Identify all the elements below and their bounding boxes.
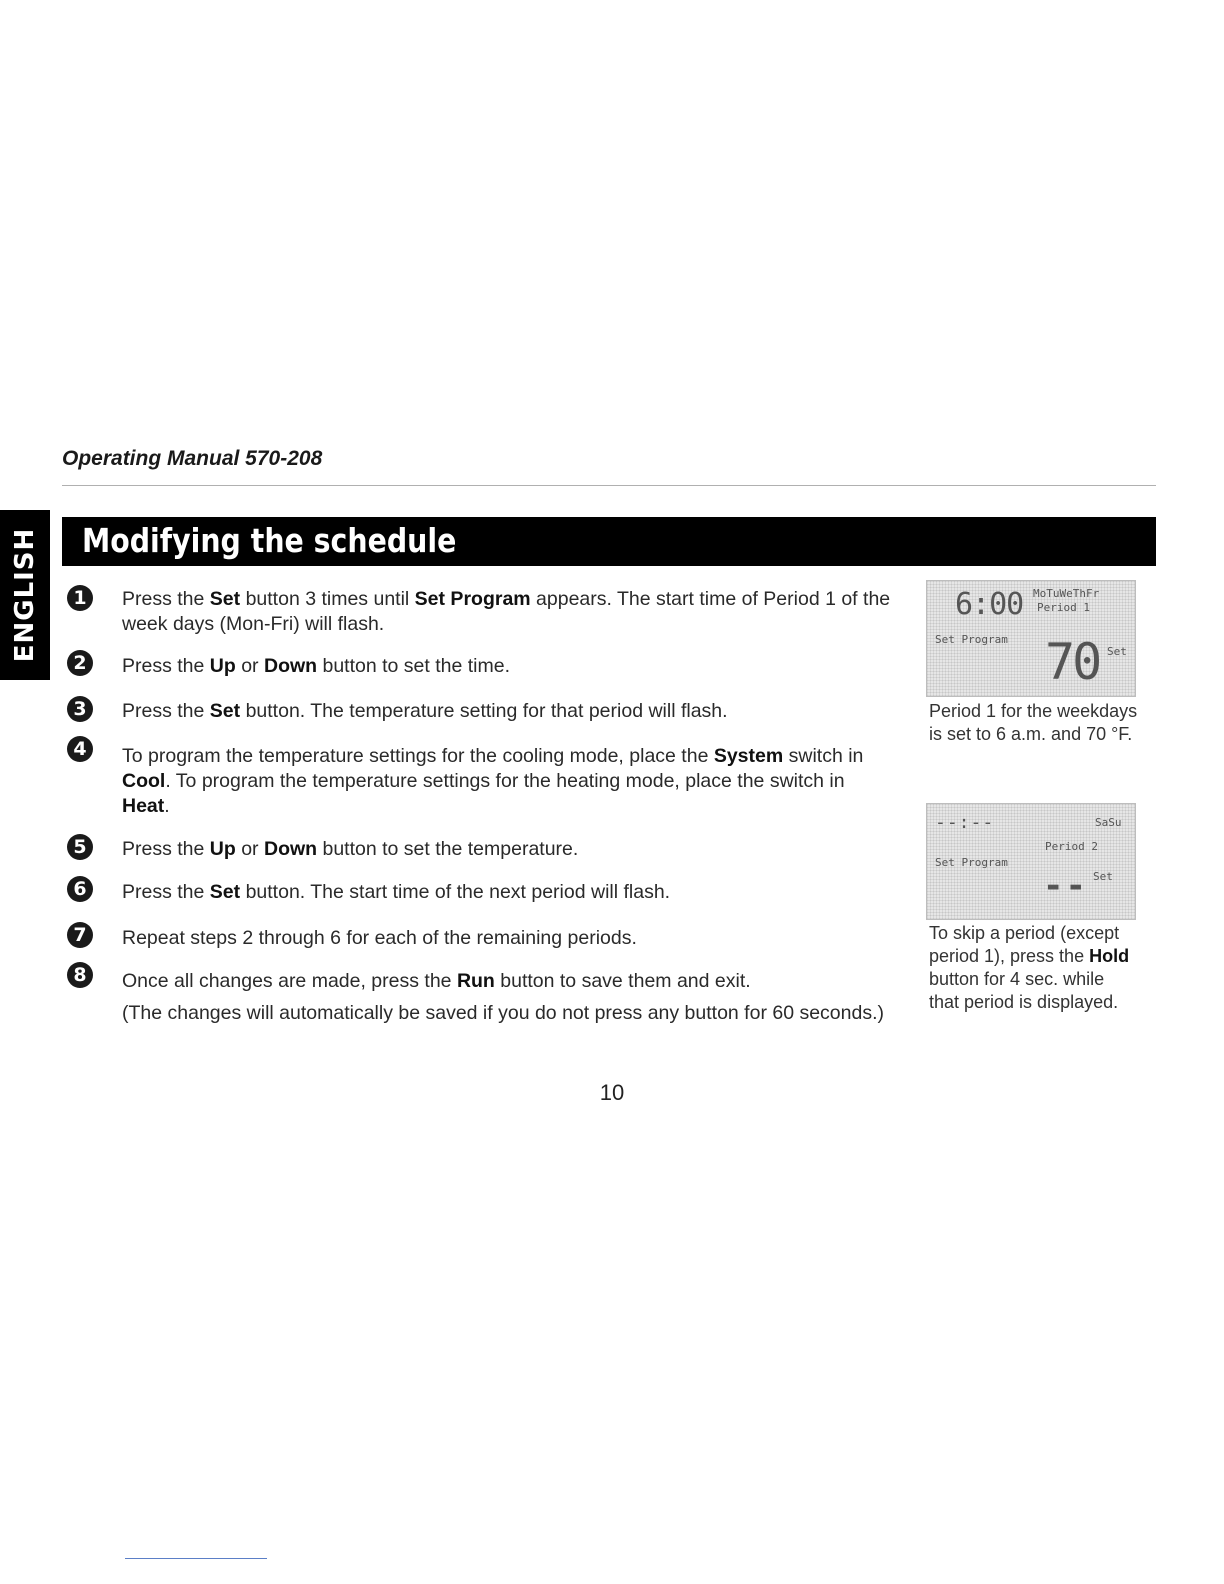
language-tab xyxy=(0,510,50,680)
step-number-1: 1 xyxy=(67,585,93,611)
caption-skip-period: To skip a period (except period 1), press the Hold button for 4 sec. while that period is displayed. xyxy=(929,923,1130,1012)
step-text-6: Press the Set button. The start time of the next period will flash. xyxy=(122,881,671,903)
step-number-2: 2 xyxy=(67,650,93,676)
step-text-1: Press the Set button 3 times until Set Program appears. The start time of Period 1 of the week days (Mon-Fri) will flash. xyxy=(122,588,891,635)
step-number-4: 4 xyxy=(67,736,93,762)
lcd-mode: Set Program xyxy=(935,633,1008,646)
manual-title: Operating Manual 570-208 xyxy=(62,447,323,470)
step-text-2: Press the Up or Down button to set the time. xyxy=(122,655,511,677)
step-text-4: To program the temperature settings for the cooling mode, place the System switch in Cool. To program the temperature settings for the heating mode, place the switch in Heat. xyxy=(122,745,864,817)
lcd-temperature: 70 xyxy=(1045,633,1100,691)
header-divider xyxy=(62,485,1156,486)
lcd-mode: Set Program xyxy=(935,856,1008,869)
step-number-3: 3 xyxy=(67,696,93,722)
step-number-7: 7 xyxy=(67,922,93,948)
page-number: 10 xyxy=(599,1080,625,1105)
step-8-note: (The changes will automatically be saved if you do not press any button for 60 seconds.) xyxy=(122,1002,885,1024)
caption-period-1: Period 1 for the weekdays is set to 6 a.m. and 70 °F. xyxy=(929,701,1138,744)
lcd-time-readout: --:-- xyxy=(935,812,995,833)
lcd-set-label: Set xyxy=(1093,870,1113,883)
section-title: Modifying the schedule xyxy=(82,521,457,560)
lcd-set-label: Set xyxy=(1107,645,1127,658)
step-number-5: 5 xyxy=(67,834,93,860)
step-text-8: Once all changes are made, press the Run button to save them and exit. xyxy=(122,970,751,992)
section-header-bar xyxy=(62,517,1156,566)
language-tab-label: ENGLISH xyxy=(10,527,40,663)
lcd-temperature: -- xyxy=(1043,866,1088,906)
step-text-5: Press the Up or Down button to set the temperature. xyxy=(122,838,579,860)
lcd-period: Period 2 xyxy=(1045,840,1098,853)
lcd-time-readout: 6:00 xyxy=(955,587,1024,622)
step-number-6: 6 xyxy=(67,876,93,902)
lcd-days: SaSu xyxy=(1095,816,1122,829)
lcd-display-period-1 xyxy=(926,580,1136,697)
step-text-3: Press the Set button. The temperature setting for that period will flash. xyxy=(122,700,728,722)
step-text-7: Repeat steps 2 through 6 for each of the remaining periods. xyxy=(122,927,637,949)
step-number-8: 8 xyxy=(67,962,93,988)
lcd-period: Period 1 xyxy=(1037,601,1090,614)
lcd-display-skip-period xyxy=(926,803,1136,920)
lcd-days: MoTuWeThFr xyxy=(1033,587,1100,600)
footer-line xyxy=(125,1558,267,1559)
